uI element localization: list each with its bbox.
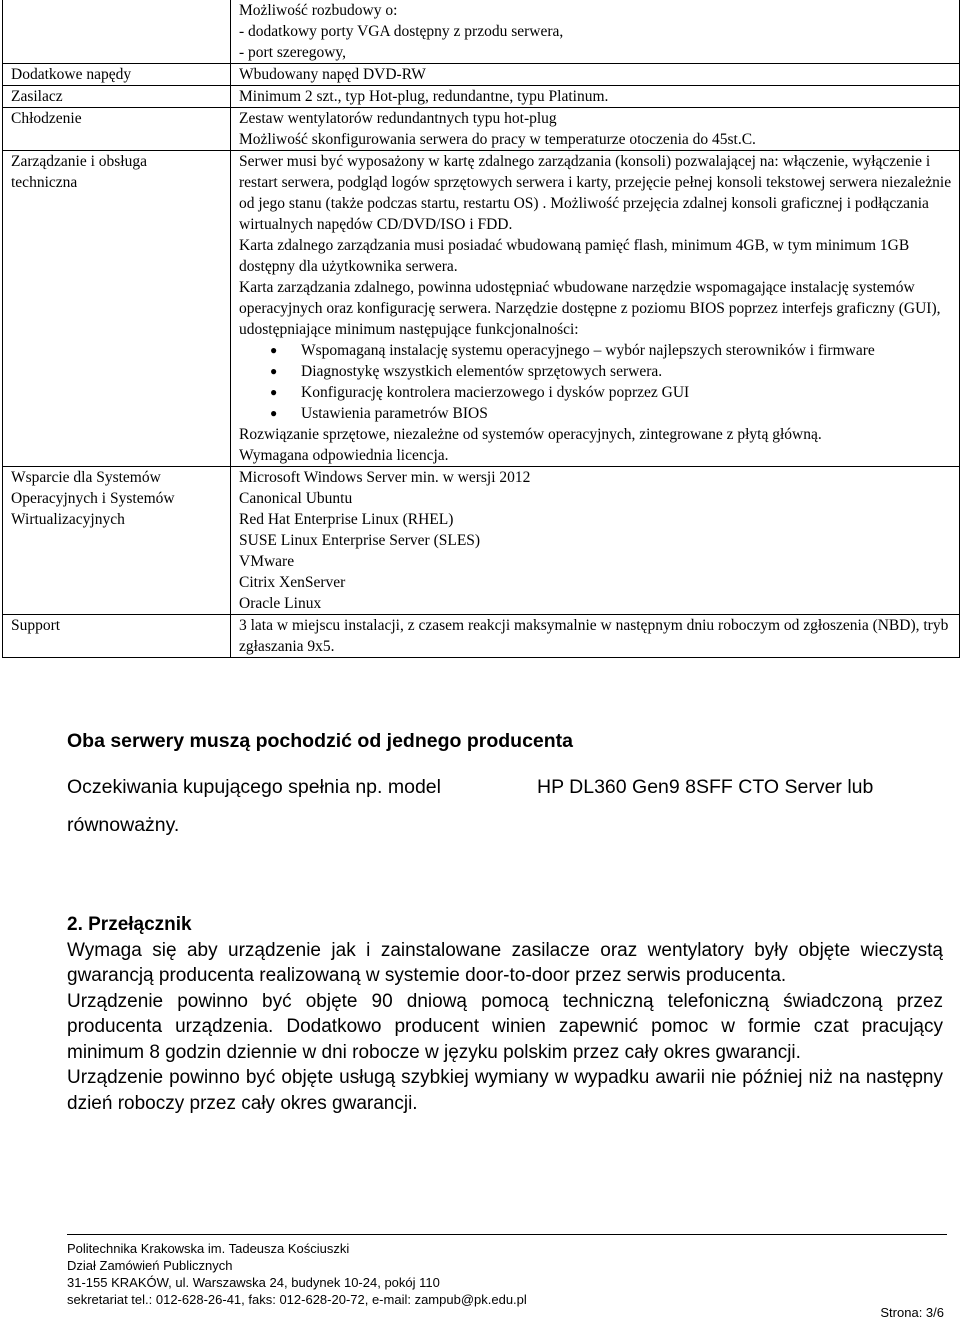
row-value: Wbudowany napęd DVD-RW [231,64,960,86]
os-item: SUSE Linux Enterprise Server (SLES) [239,532,481,549]
spec-table [2,0,960,658]
bullet-icon: ● [270,406,278,420]
row-label: Dodatkowe napędy [3,64,231,86]
footer-line: sekretariat tel.: 012-628-26-41, faks: 012-628-20-72, e-mail: zampub@pk.edu.pl [67,1292,527,1307]
row-value [231,151,960,467]
paragraph: Urządzenie powinno być objęte usługą szybkiej wymiany w wypadku awarii nie później niż na następny dzień roboczy przez cały okres gwarancji. [67,1067,943,1114]
paragraph: Serwer musi być wyposażony w kartę zdalnego zarządzania (konsoli) pozwalającej na: włączenie, wyłączenie i restart serwera, podgląd logów sprzętowych serwera i karty, przejęcie pełnej konsoli tekstowej serwera niezależnie od jego stanu (także podczas startu, restartu OS) . Możliwość przejęcia zdalnej konsoli graficznej i podłączania wirtualnych napędów CD/DVD/ISO i FDD. [239,153,952,233]
text-line: - port szeregowy, [239,44,347,61]
list-item [270,403,955,424]
table-row [3,467,960,615]
footer-divider [67,1234,947,1235]
bullet-icon: ● [270,343,278,357]
expectation-text: Oczekiwania kupującego spełnia np. model [67,776,441,798]
footer-line: Dział Zamówień Publicznych [67,1258,233,1273]
list-item-text: Ustawienia parametrów BIOS [301,405,488,422]
row-value: 3 lata w miejscu instalacji, z czasem reakcji maksymalnie w następnym dniu roboczym od zgłoszenia (NBD), tryb zgłaszania 9x5. [231,615,960,658]
row-label [3,0,231,64]
feature-list [239,340,955,424]
label-line: Wsparcie dla Systemów [11,469,161,486]
row-label: Chłodzenie [3,108,231,151]
os-item: Canonical Ubuntu [239,490,353,507]
row-label [3,467,231,615]
list-item [270,361,955,382]
os-item: Citrix XenServer [239,574,346,591]
list-item-text: Konfigurację kontrolera macierzowego i dysków poprzez GUI [301,384,690,401]
list-item [270,340,955,361]
table-row [3,64,960,86]
bullet-icon: ● [270,385,278,399]
row-value [231,108,960,151]
os-item: VMware [239,553,295,570]
text-line: Zestaw wentylatorów redundantnych typu hot-plug [239,110,557,127]
row-value [231,467,960,615]
paragraph: Karta zdalnego zarządzania musi posiadać wbudowaną pamięć flash, minimum 4GB, w tym minimum 1GB dostępny dla użytkownika serwera. [239,237,910,275]
os-item: Microsoft Windows Server min. w wersji 2012 [239,469,531,486]
requirement-heading: Oba serwery muszą pochodzić od jednego producenta [67,730,574,752]
paragraph: Rozwiązanie sprzętowe, niezależne od systemów operacyjnych, zintegrowane z płytą główną. [239,426,822,443]
page-number: Strona: 3/6 [880,1305,944,1320]
section-switch [67,912,943,1116]
footer [67,1240,527,1308]
table-row [3,108,960,151]
table-row [3,86,960,108]
text-line: - dodatkowy porty VGA dostępny z przodu serwera, [239,23,564,40]
model-text: HP DL360 Gen9 8SFF CTO Server lub [537,776,874,798]
bullet-icon: ● [270,364,278,378]
table-row [3,0,960,64]
row-value: Minimum 2 szt., typ Hot-plug, redundantne, typu Platinum. [231,86,960,108]
table-row [3,615,960,658]
expectation-end: równoważny. [67,814,180,836]
section-heading: 2. Przełącznik [67,914,192,935]
paragraph: Urządzenie powinno być objęte 90 dniową pomocą techniczną telefoniczną świadczoną przez producenta urządzenia. Dodatkowo producent winien zapewnić pomoc w formie czat pracujący minimum 8 godzin dziennie w dni robocze w języku polskim przez cały okres gwarancji. [67,990,943,1063]
list-item-text: Wspomaganą instalację systemu operacyjnego – wybór najlepszych sterowników i firmware [301,342,875,359]
os-item: Oracle Linux [239,595,322,612]
os-item: Red Hat Enterprise Linux (RHEL) [239,511,454,528]
label-line: Zarządzanie i obsługa [11,153,147,170]
paragraph: Wymaga się aby urządzenie jak i zainstalowane zasilacze oraz wentylatory były objęte wieczystą gwarancją producenta realizowaną w systemie door-to-door przez serwis producenta. [67,939,943,986]
text-line: Możliwość skonfigurowania serwera do pracy w temperaturze otoczenia do 45st.C. [239,131,756,148]
footer-line: Politechnika Krakowska im. Tadeusza Kościuszki [67,1241,350,1256]
label-line: Operacyjnych i Systemów [11,490,175,507]
row-value [231,0,960,64]
list-item-text: Diagnostykę wszystkich elementów sprzętowych serwera. [301,363,663,380]
text-line: Możliwość rozbudowy o: [239,2,398,19]
list-item [270,382,955,403]
label-line: techniczna [11,174,78,191]
footer-line: 31-155 KRAKÓW, ul. Warszawska 24, budynek 10-24, pokój 110 [67,1275,440,1290]
table-row [3,151,960,467]
label-line: Wirtualizacyjnych [11,511,125,528]
paragraph: Wymagana odpowiednia licencja. [239,447,449,464]
row-label: Zasilacz [3,86,231,108]
row-label [3,151,231,467]
paragraph: Karta zarządzania zdalnego, powinna udostępniać wbudowane narzędzie wspomagające instalację systemów operacyjnych oraz konfigurację serwera. Narzędzie dostępne z poziomu BIOS poprzez interfejs graficzny (GUI), udostępniające minimum następujące funkcjonalności: [239,279,941,338]
row-label: Support [3,615,231,658]
